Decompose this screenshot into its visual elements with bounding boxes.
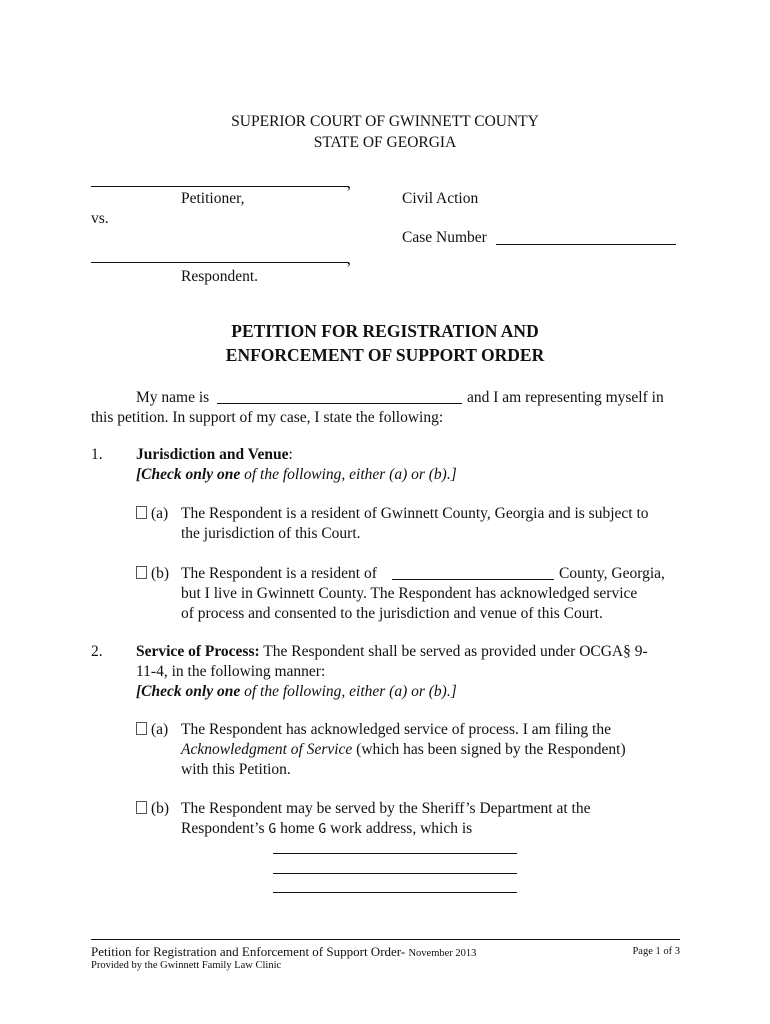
- acknowledgment-title: Acknowledgment of Service: [181, 741, 353, 758]
- court-name: SUPERIOR COURT OF GWINNETT COUNTY: [231, 113, 539, 130]
- instr-bold: only one: [185, 466, 241, 483]
- section2-a-line2-rest: (which has been signed by the Respondent): [352, 741, 626, 758]
- section1-b-line2: but I live in Gwinnett County. The Respondent has acknowledged service: [181, 585, 638, 602]
- footer-provided-by: Provided by the Gwinnett Family Law Clinic: [91, 960, 282, 971]
- county-line[interactable]: [392, 579, 554, 580]
- name-line[interactable]: [217, 403, 462, 404]
- address-line-3[interactable]: [273, 892, 517, 893]
- section2-number: 2.: [91, 643, 103, 660]
- section1-a-line2: the jurisdiction of this Court.: [181, 525, 361, 542]
- footer-title: [91, 943, 476, 961]
- document-title-line2: ENFORCEMENT OF SUPPORT ORDER: [225, 345, 545, 365]
- address-line-2[interactable]: [273, 873, 517, 874]
- vs-label: vs.: [91, 210, 109, 227]
- caption-comma: ,: [347, 251, 351, 268]
- section2-option-a: [136, 721, 168, 739]
- section2-b-line2: [181, 820, 472, 838]
- section1-a-line1: The Respondent is a resident of Gwinnett County, Georgia and is subject to: [181, 505, 649, 522]
- section1-b-line1-post: County, Georgia,: [559, 565, 665, 582]
- section1-option-a: [136, 505, 168, 523]
- work-text: work address, which is: [326, 820, 473, 837]
- intro-line2: this petition. In support of my case, I state the following:: [91, 409, 444, 426]
- section1-heading: [136, 446, 293, 464]
- option-label: (a): [151, 505, 169, 522]
- section2-instruction: [136, 683, 457, 701]
- instr-rest: of the following, either (a) or (b).]: [240, 466, 457, 483]
- petitioner-label: Petitioner,: [181, 190, 245, 207]
- checkbox-2b[interactable]: [136, 801, 147, 814]
- section1-number: 1.: [91, 446, 103, 463]
- option-label: (b): [151, 565, 170, 582]
- instr-rest: of the following, either (a) or (b).]: [240, 683, 457, 700]
- document-title-line1: PETITION FOR REGISTRATION AND: [231, 321, 539, 341]
- section2-line1-rest: The Respondent shall be served as provided under OCGA§ 9-: [259, 643, 648, 660]
- checkbox-2a[interactable]: [136, 722, 147, 735]
- footer-divider: [91, 939, 680, 940]
- section2-a-line2: [181, 741, 626, 759]
- caption-comma: ,: [347, 175, 351, 192]
- case-number-line[interactable]: [496, 244, 676, 245]
- case-number-label: Case Number: [402, 229, 487, 246]
- section1-heading-text: Jurisdiction and Venue: [136, 446, 289, 463]
- respondents-text: Respondent’s: [181, 820, 269, 837]
- work-checkbox-glyph[interactable]: G: [318, 822, 327, 837]
- section1-instruction: [136, 466, 457, 484]
- section1-colon: :: [288, 446, 293, 463]
- section2-line1: [136, 643, 648, 661]
- section2-line2: 11-4, in the following manner:: [136, 663, 326, 680]
- option-label: (b): [151, 800, 170, 817]
- checkbox-1b[interactable]: [136, 566, 147, 579]
- section2-a-line1: The Respondent has acknowledged service of process. I am filing the: [181, 721, 611, 738]
- option-label: (a): [151, 721, 169, 738]
- checkbox-1a[interactable]: [136, 506, 147, 519]
- home-checkbox-glyph[interactable]: G: [268, 822, 277, 837]
- respondent-name-line[interactable]: [91, 262, 349, 263]
- intro-my-name: My name is: [136, 389, 210, 406]
- instr-bold: only one: [185, 683, 241, 700]
- section1-b-line1-pre: The Respondent is a resident of: [181, 565, 377, 582]
- home-text: home: [276, 820, 319, 837]
- intro-representing: and I am representing myself in: [467, 389, 664, 406]
- footer-title-text: Petition for Registration and Enforcement of Support Order-: [91, 944, 409, 959]
- instr-open: [Check: [136, 466, 186, 483]
- petitioner-name-line[interactable]: [91, 186, 349, 187]
- section1-b-line3: of process and consented to the jurisdiction and venue of this Court.: [181, 605, 603, 622]
- section2-heading: Service of Process:: [136, 643, 260, 660]
- address-line-1[interactable]: [273, 853, 517, 854]
- respondent-label: Respondent.: [181, 268, 259, 285]
- civil-action-label: Civil Action: [402, 190, 479, 207]
- footer-date: November 2013: [408, 948, 477, 959]
- section2-option-b: [136, 800, 169, 818]
- court-state: STATE OF GEORGIA: [313, 134, 457, 151]
- section2-b-line1: The Respondent may be served by the Sheriff’s Department at the: [181, 800, 591, 817]
- section2-a-line3: with this Petition.: [181, 761, 291, 778]
- footer-page-number: Page 1 of 3: [632, 946, 680, 957]
- section1-option-b: [136, 565, 169, 583]
- instr-open: [Check: [136, 683, 186, 700]
